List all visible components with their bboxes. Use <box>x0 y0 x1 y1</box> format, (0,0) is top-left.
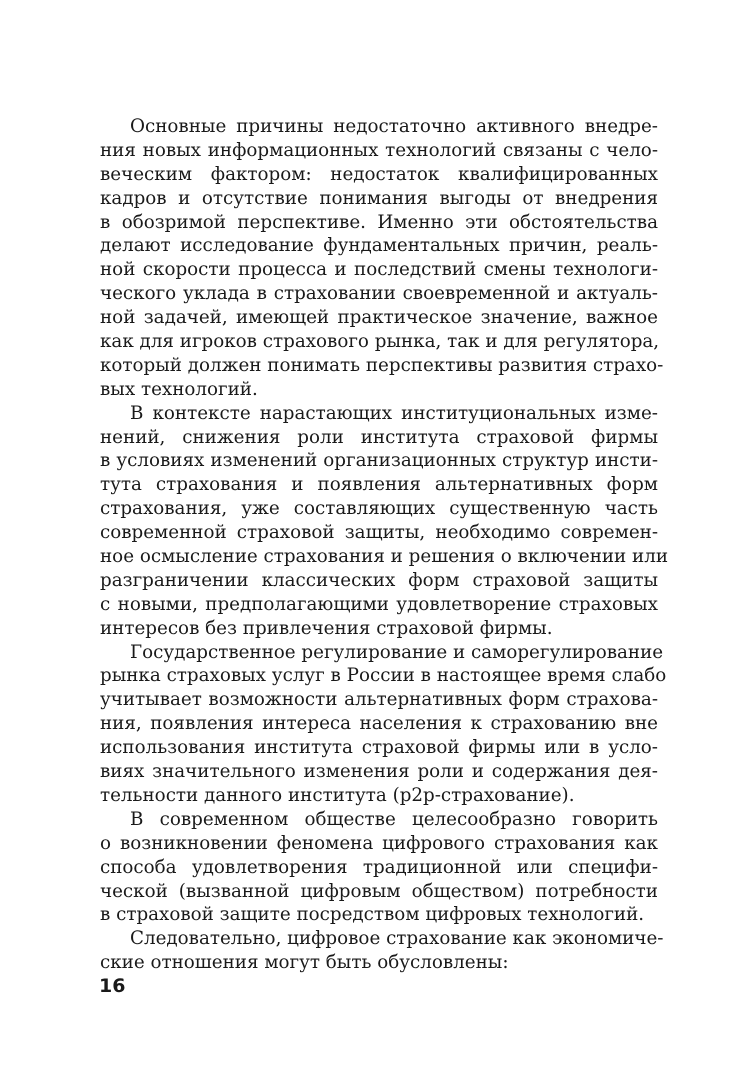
paragraph-4 <box>100 808 658 927</box>
text-line: тельности данного института (p2p-страхование). <box>100 784 575 806</box>
text-line: ские отношения могут быть обусловлены: <box>100 952 509 974</box>
text-line: ния, появления интереса населения к страхованию вне <box>100 713 658 735</box>
text-line: Основные причины недостаточно активного внедре- <box>130 116 658 137</box>
text-line: интересов без привлечения страховой фирмы. <box>100 617 553 639</box>
text-line: ния новых информационных технологий связаны с чело- <box>100 139 658 161</box>
text-line: в обозримой перспективе. Именно эти обстоятельства <box>100 211 658 233</box>
text-line: ной задачей, имеющей практическое значение, важное <box>100 307 658 329</box>
text-line: нений, снижения роли института страховой фирмы <box>100 426 658 448</box>
paragraph-3 <box>100 641 667 808</box>
text-line: ческой (вызванной цифровым обществом) потребности <box>100 880 658 902</box>
text-line: с новыми, предполагающими удовлетворение страховых <box>100 593 658 615</box>
text-line: как для игроков страхового рынка, так и для регулятора, <box>100 331 660 353</box>
paragraph-2 <box>100 402 669 641</box>
paragraph-1 <box>100 115 664 402</box>
text-line: В современном обществе целесообразно говорить <box>130 808 658 830</box>
text-line: в страховой защите посредством цифровых технологий. <box>100 904 645 926</box>
text-line: виях значительного изменения роли и содержания дея- <box>100 761 658 783</box>
text-line: страхования, уже составляющих существенную часть <box>100 498 658 520</box>
text-line: способа удовлетворения традиционной или специфи- <box>100 856 658 878</box>
text-line: о возникновении феномена цифрового страхования как <box>100 832 658 854</box>
text-line: использования института страховой фирмы или в усло- <box>100 737 658 759</box>
text-line: который должен понимать перспективы развития страхо- <box>100 354 664 376</box>
text-line: учитывает возможности альтернативных форм страхова- <box>100 689 658 711</box>
text-line: рынка страховых услуг в России в настоящее время слабо <box>100 665 667 687</box>
page-number: 16 <box>99 975 126 997</box>
text-line: ное осмысление страхования и решения о включении или <box>100 546 669 568</box>
text-line: ческого уклада в страховании своевременной и актуаль- <box>100 283 658 305</box>
text-line: делают исследование фундаментальных причин, реаль- <box>100 235 658 257</box>
text-line: современной страховой защиты, необходимо современ- <box>100 522 658 544</box>
text-line: В контексте нарастающих институциональных изме- <box>130 402 658 424</box>
text-line: разграничении классических форм страховой защиты <box>100 569 658 591</box>
text-line: в условиях изменений организационных структур инсти- <box>100 450 658 472</box>
text-line: ной скорости процесса и последствий смены технологи- <box>100 259 658 281</box>
text-line: кадров и отсутствие понимания выгоды от внедрения <box>100 187 658 209</box>
text-line: веческим фактором: недостаток квалифицированных <box>100 163 658 185</box>
text-line: тута страхования и появления альтернативных форм <box>100 474 658 496</box>
body-text <box>100 115 669 975</box>
text-line: Государственное регулирование и саморегулирование <box>130 641 664 663</box>
text-line: вых технологий. <box>100 378 258 400</box>
text-line: Следовательно, цифровое страхование как экономиче- <box>130 928 664 950</box>
paragraph-5 <box>100 927 664 975</box>
